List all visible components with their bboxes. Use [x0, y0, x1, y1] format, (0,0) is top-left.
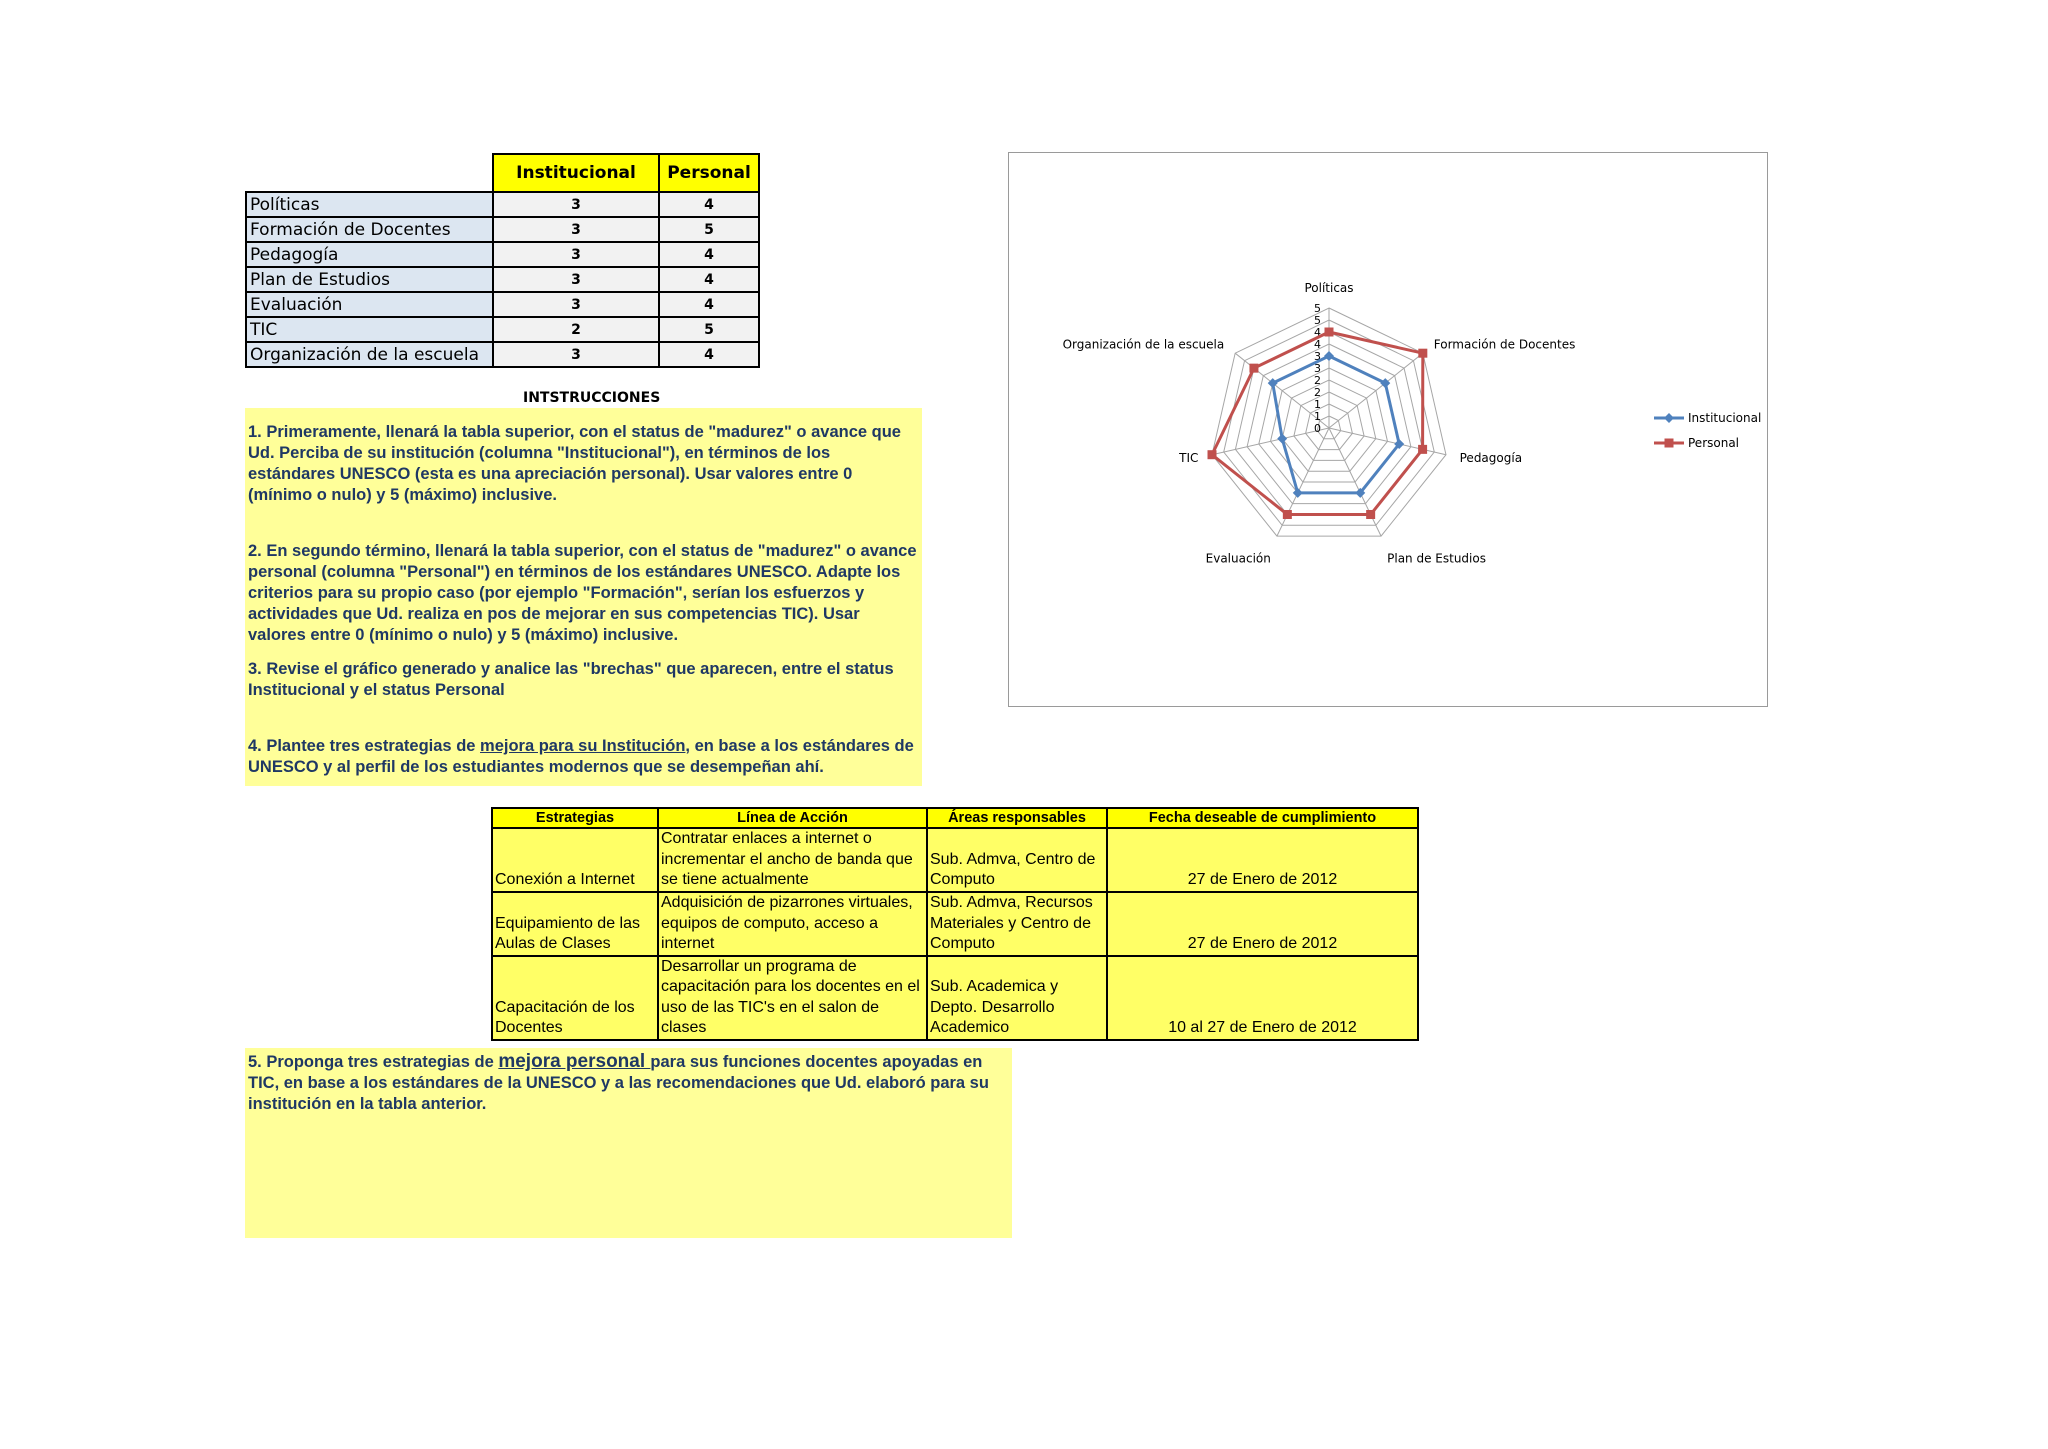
- legend-entry: Institucional: [1688, 411, 1762, 425]
- table-row: [246, 217, 759, 242]
- radar-tick-label: 1: [1314, 410, 1321, 423]
- radar-category-label: Evaluación: [1205, 551, 1271, 566]
- table-row: [246, 292, 759, 317]
- action-cell[interactable]: Desarrollar un programa de capacitación para los docentes en el uso de las TIC's en el salon de clases: [658, 956, 927, 1040]
- date-cell[interactable]: 10 al 27 de Enero de 2012: [1107, 956, 1418, 1040]
- radar-category-label: Plan de Estudios: [1387, 551, 1486, 566]
- legend-marker: [1664, 413, 1674, 423]
- radar-tick-label: 5: [1314, 302, 1321, 315]
- data-point: [1366, 510, 1375, 519]
- data-point: [1208, 450, 1217, 459]
- date-cell[interactable]: 27 de Enero de 2012: [1107, 828, 1418, 892]
- radar-tick-label: 4: [1314, 326, 1321, 339]
- table-row: [246, 342, 759, 367]
- table-corner: [246, 154, 493, 192]
- header-personal: Personal: [659, 154, 759, 192]
- personal-value[interactable]: 4: [659, 292, 759, 317]
- category-cell[interactable]: Plan de Estudios: [246, 267, 493, 292]
- institucional-value[interactable]: 2: [493, 317, 659, 342]
- scores-table: [245, 153, 760, 368]
- data-point: [1418, 445, 1427, 454]
- radar-tick-label: 0: [1314, 422, 1321, 435]
- table-row: [246, 242, 759, 267]
- areas-cell[interactable]: Sub. Academica y Depto. Desarrollo Academico: [927, 956, 1107, 1040]
- table-row: [246, 267, 759, 292]
- instruction-4-underlined: mejora para su Institución: [480, 737, 686, 755]
- instruction-1: 1. Primeramente, llenará la tabla superior, con el status de "madurez" o avance que Ud. Perciba de su institución (columna "Institucional"), en términos de los estándares UNESCO (esta es una apreciación personal). Usar valores entre 0 (mínimo o nulo) y 5 (máximo) inclusive.: [248, 423, 901, 504]
- date-cell[interactable]: 27 de Enero de 2012: [1107, 892, 1418, 956]
- data-point: [1268, 378, 1278, 388]
- header-estrategias: Estrategias: [492, 808, 658, 828]
- instruction-4: [248, 736, 919, 778]
- radar-tick-label: 2: [1314, 386, 1321, 399]
- personal-value[interactable]: 4: [659, 342, 759, 367]
- personal-underlined: mejora personal: [498, 1051, 651, 1072]
- institucional-value[interactable]: 3: [493, 242, 659, 267]
- header-areas: Áreas responsables: [927, 808, 1107, 828]
- radar-chart[interactable]: [1008, 152, 1768, 707]
- personal-post: para sus funciones docentes apoyadas en TIC, en base a los estándares de la UNESCO y a las recomendaciones que Ud. elaboró para su institución en la tabla anterior.: [248, 1053, 989, 1113]
- legend-marker: [1665, 439, 1674, 448]
- strategies-table: [491, 807, 1419, 1041]
- personal-strategies-box[interactable]: [245, 1048, 1012, 1238]
- instruction-3: 3. Revise el gráfico generado y analice las "brechas" que aparecen, entre el status Institucional y el status Personal: [248, 660, 894, 699]
- personal-value[interactable]: 4: [659, 242, 759, 267]
- radar-tick-label: 2: [1314, 374, 1321, 387]
- data-point: [1324, 351, 1334, 361]
- data-point: [1293, 488, 1303, 498]
- table-row: [492, 828, 1418, 892]
- category-cell[interactable]: Políticas: [246, 192, 493, 217]
- data-point: [1283, 510, 1292, 519]
- institucional-value[interactable]: 3: [493, 267, 659, 292]
- institucional-value[interactable]: 3: [493, 292, 659, 317]
- header-linea-accion: Línea de Acción: [658, 808, 927, 828]
- radar-tick-label: 3: [1314, 362, 1321, 375]
- radar-spokes: [1212, 308, 1446, 536]
- table-row: [492, 892, 1418, 956]
- areas-cell[interactable]: Sub. Admva, Recursos Materiales y Centro de Computo: [927, 892, 1107, 956]
- radar-category-label: Políticas: [1304, 281, 1354, 295]
- strategy-cell[interactable]: Equipamiento de las Aulas de Clases: [492, 892, 658, 956]
- table-row: [246, 317, 759, 342]
- strategy-cell[interactable]: Capacitación de los Docentes: [492, 956, 658, 1040]
- instruction-2: 2. En segundo término, llenará la tabla superior, con el status de "madurez" o avance personal (columna "Personal") en términos de los estándares UNESCO. Adapte los criterios para su propio caso (por ejemplo "Formación", serían los esfuerzos y actividades que Ud. realiza en pos de mejorar en sus competencias TIC). Usar valores entre 0 (mínimo o nulo) y 5 (máximo) inclusive.: [248, 542, 917, 644]
- radar-category-label: Pedagogía: [1459, 450, 1523, 465]
- instruction-4-pre: 4. Plantee tres estrategias de: [248, 737, 481, 755]
- action-cell[interactable]: Adquisición de pizarrones virtuales, equipos de computo, acceso a internet: [658, 892, 927, 956]
- instructions-box[interactable]: [245, 408, 922, 786]
- institucional-value[interactable]: 3: [493, 217, 659, 242]
- data-point: [1325, 328, 1334, 337]
- table-row: [492, 956, 1418, 1040]
- data-point: [1380, 378, 1390, 388]
- areas-cell[interactable]: Sub. Admva, Centro de Computo: [927, 828, 1107, 892]
- personal-value[interactable]: 5: [659, 217, 759, 242]
- instruction-4-post: , en base a los estándares de UNESCO y al perfil de los estudiantes modernos que se desempeñan ahí.: [248, 737, 914, 776]
- radar-category-label: Organización de la escuela: [1062, 337, 1225, 352]
- personal-value[interactable]: 4: [659, 267, 759, 292]
- personal-value[interactable]: 5: [659, 317, 759, 342]
- category-cell[interactable]: Evaluación: [246, 292, 493, 317]
- category-cell[interactable]: TIC: [246, 317, 493, 342]
- table-row: [246, 192, 759, 217]
- category-cell[interactable]: Organización de la escuela: [246, 342, 493, 367]
- radar-category-label: Formación de Docentes: [1433, 337, 1576, 352]
- action-cell[interactable]: Contratar enlaces a internet o incrementar el ancho de banda que se tiene actualmente: [658, 828, 927, 892]
- series-line-institucional: [1273, 356, 1399, 493]
- radar-tick-label: 4: [1314, 338, 1321, 351]
- institucional-value[interactable]: 3: [493, 192, 659, 217]
- radar-category-label: TIC: [1179, 450, 1199, 465]
- personal-pre: 5. Proponga tres estrategias de: [248, 1053, 499, 1071]
- chart-legend: [1654, 411, 1761, 450]
- header-institucional: Institucional: [493, 154, 659, 192]
- data-point: [1418, 349, 1427, 358]
- strategy-cell[interactable]: Conexión a Internet: [492, 828, 658, 892]
- institucional-value[interactable]: 3: [493, 342, 659, 367]
- radar-tick-label: 5: [1314, 314, 1321, 327]
- radar-tick-label: 1: [1314, 398, 1321, 411]
- personal-value[interactable]: 4: [659, 192, 759, 217]
- radar-ticks: [1314, 302, 1321, 435]
- category-cell[interactable]: Formación de Docentes: [246, 217, 493, 242]
- category-cell[interactable]: Pedagogía: [246, 242, 493, 267]
- radar-tick-label: 3: [1314, 350, 1321, 363]
- instructions-title: INTSTRUCCIONES: [523, 390, 661, 406]
- radar-chart-svg: [1009, 153, 1767, 706]
- data-point: [1249, 364, 1258, 373]
- data-point: [1277, 434, 1287, 444]
- legend-entry: Personal: [1688, 436, 1740, 450]
- header-fecha: Fecha deseable de cumplimiento: [1107, 808, 1418, 828]
